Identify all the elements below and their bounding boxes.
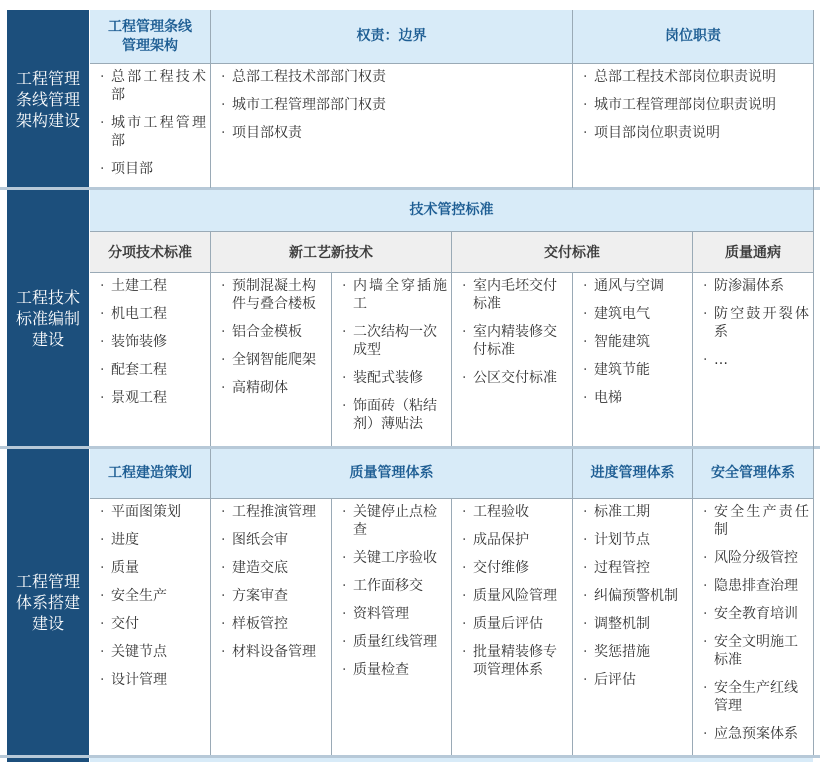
list-item: · 纠偏预警机制	[583, 587, 688, 605]
subheader-delivery-standards: 交付标准	[452, 232, 692, 272]
list-item: · 工程推演管理	[221, 503, 327, 521]
title-line: 建设	[31, 613, 64, 633]
list-item: · 过程管控	[583, 559, 688, 577]
list-item: · 装饰装修	[100, 333, 206, 351]
list-item: · 计划节点	[583, 531, 688, 549]
list-item: · 公区交付标准	[462, 369, 568, 387]
list-item: · 总部工程技术部部门权责	[221, 68, 568, 86]
subheader-new-tech: 新工艺新技术	[211, 232, 451, 272]
header-schedule-system: 进度管理体系	[573, 449, 692, 498]
list-item: · 全钢智能爬架	[221, 351, 327, 369]
grid-line	[451, 232, 452, 446]
list-item: · 建造交底	[221, 559, 327, 577]
list-item: · 材料设备管理	[221, 643, 327, 661]
list-item: · 建筑节能	[583, 361, 688, 379]
header-authority: 权责：边界	[211, 10, 572, 63]
list-item: · 关键停止点检查	[342, 503, 447, 539]
list-item: · 项目部权责	[221, 124, 568, 142]
header-job-duties: 岗位职责	[573, 10, 813, 63]
list-item: · 城市工程管理部岗位职责说明	[583, 96, 809, 114]
list-new-tech-b	[332, 273, 451, 446]
list-item: · 内墙全穿插施工	[342, 277, 447, 313]
list-delivery-systems	[573, 273, 692, 446]
grid-line	[692, 449, 693, 755]
list-item: · 质量检查	[342, 661, 447, 679]
list-quality-a	[211, 499, 331, 755]
title-line: 条线管理	[15, 89, 80, 109]
grid-line	[210, 10, 211, 188]
list-item: · 进度	[100, 531, 206, 549]
list-item: · 平面图策划	[100, 503, 206, 521]
list-item: · 机电工程	[100, 305, 206, 323]
subheader-item-standards: 分项技术标准	[90, 232, 210, 272]
list-item: · 成品保护	[462, 531, 568, 549]
list-item: · 应急预案体系	[703, 725, 809, 743]
list-item: · 质量风险管理	[462, 587, 568, 605]
title-line: 标准编制	[15, 308, 80, 328]
title-line: 建设	[31, 329, 64, 349]
list-item: · 交付	[100, 615, 206, 633]
list-item: · 关键节点	[100, 643, 206, 661]
list-item: · 通风与空调	[583, 277, 688, 295]
next-section-header-stub	[90, 758, 813, 762]
list-item: · 城市工程管理部	[100, 114, 206, 150]
grid-line	[331, 499, 332, 755]
list-architecture-units	[90, 64, 210, 188]
list-item: · 装配式装修	[342, 369, 447, 387]
banner-tech-control-standards: 技术管控标准	[90, 190, 813, 231]
grid-line	[572, 449, 573, 755]
list-item: · 高精砌体	[221, 379, 327, 397]
list-item: · 质量	[100, 559, 206, 577]
list-item: · 隐患排查治理	[703, 577, 809, 595]
list-item: · 标准工期	[583, 503, 688, 521]
grid-line	[451, 499, 452, 755]
list-item: · 工程验收	[462, 503, 568, 521]
list-item: · 室内毛坯交付标准	[462, 277, 568, 313]
list-item: · 风险分级管控	[703, 549, 809, 567]
list-item: · 饰面砖（粘结剂）薄贴法	[342, 397, 447, 433]
list-item: · 防空鼓开裂体系	[703, 305, 809, 341]
title-line: 工程技术	[15, 287, 80, 307]
list-item: · 预制混凝土构件与叠合楼板	[221, 277, 327, 313]
header-safety-system: 安全管理体系	[693, 449, 813, 498]
list-item: · 铝合金模板	[221, 323, 327, 341]
list-authority	[211, 64, 572, 188]
grid-line	[210, 232, 211, 446]
list-item: · 景观工程	[100, 389, 206, 407]
grid-line	[331, 273, 332, 446]
title-line: 工程管理	[15, 68, 80, 88]
header-construction-planning: 工程建造策划	[90, 449, 210, 498]
list-quality-issues	[693, 273, 813, 446]
list-item: · 批量精装修专项管理体系	[462, 643, 568, 679]
list-item: · 样板管控	[221, 615, 327, 633]
list-item: · 工作面移交	[342, 577, 447, 595]
list-item: · 安全生产	[100, 587, 206, 605]
list-item-standards	[90, 273, 210, 446]
list-item: · 关键工序验收	[342, 549, 447, 567]
list-item: · 建筑电气	[583, 305, 688, 323]
list-item: · 交付维修	[462, 559, 568, 577]
list-item: · 安全教育培训	[703, 605, 809, 623]
title-line: 工程管理	[15, 571, 80, 591]
section-title-tech-standards	[7, 190, 89, 446]
list-item: · 二次结构一次成型	[342, 323, 447, 359]
list-construction-planning	[90, 499, 210, 755]
list-item: · 方案审查	[221, 587, 327, 605]
list-delivery-standards	[452, 273, 572, 446]
list-item: · 调整机制	[583, 615, 688, 633]
list-item: · 图纸会审	[221, 531, 327, 549]
list-item: · 安全生产责任制	[703, 503, 809, 539]
section-title-architecture	[7, 10, 89, 188]
list-safety-system	[693, 499, 813, 755]
list-item: · 配套工程	[100, 361, 206, 379]
list-new-tech-a	[211, 273, 331, 446]
title-line: 架构建设	[15, 110, 80, 130]
list-item: · 项目部岗位职责说明	[583, 124, 809, 142]
header-architecture	[90, 10, 210, 63]
grid-line	[692, 232, 693, 446]
subheader-quality-issues: 质量通病	[693, 232, 813, 272]
section-title-mgmt-systems	[7, 449, 89, 755]
grid-line	[210, 449, 211, 755]
list-quality-b	[332, 499, 451, 755]
list-job-duties	[573, 64, 813, 188]
list-item: · 资料管理	[342, 605, 447, 623]
list-item: · 智能建筑	[583, 333, 688, 351]
list-schedule-system	[573, 499, 692, 755]
list-item: · 项目部	[100, 160, 206, 178]
list-item: · 质量后评估	[462, 615, 568, 633]
grid-line	[90, 63, 813, 64]
next-section-stub	[7, 758, 89, 762]
list-item: · …	[703, 351, 809, 369]
list-item: · 安全生产红线管理	[703, 679, 809, 715]
header-quality-system: 质量管理体系	[211, 449, 572, 498]
list-item: · 安全文明施工标准	[703, 633, 809, 669]
list-item: · 总部工程技术部岗位职责说明	[583, 68, 809, 86]
title-line: 体系搭建	[15, 592, 80, 612]
header-line: 工程管理条线	[108, 18, 192, 35]
list-item: · 土建工程	[100, 277, 206, 295]
section-title-architecture-text	[16, 68, 80, 131]
list-item: · 总部工程技术部	[100, 68, 206, 104]
list-item: · 设计管理	[100, 671, 206, 689]
header-line: 管理架构	[122, 37, 178, 54]
list-item: · 质量红线管理	[342, 633, 447, 651]
list-item: · 城市工程管理部部门权责	[221, 96, 568, 114]
list-item: · 室内精装修交付标准	[462, 323, 568, 359]
grid-line	[813, 10, 814, 755]
list-item: · 防渗漏体系	[703, 277, 809, 295]
list-item: · 后评估	[583, 671, 688, 689]
grid-line	[572, 273, 573, 446]
list-quality-c	[452, 499, 572, 755]
list-item: · 电梯	[583, 389, 688, 407]
grid-line	[572, 10, 573, 188]
list-item: · 奖惩措施	[583, 643, 688, 661]
